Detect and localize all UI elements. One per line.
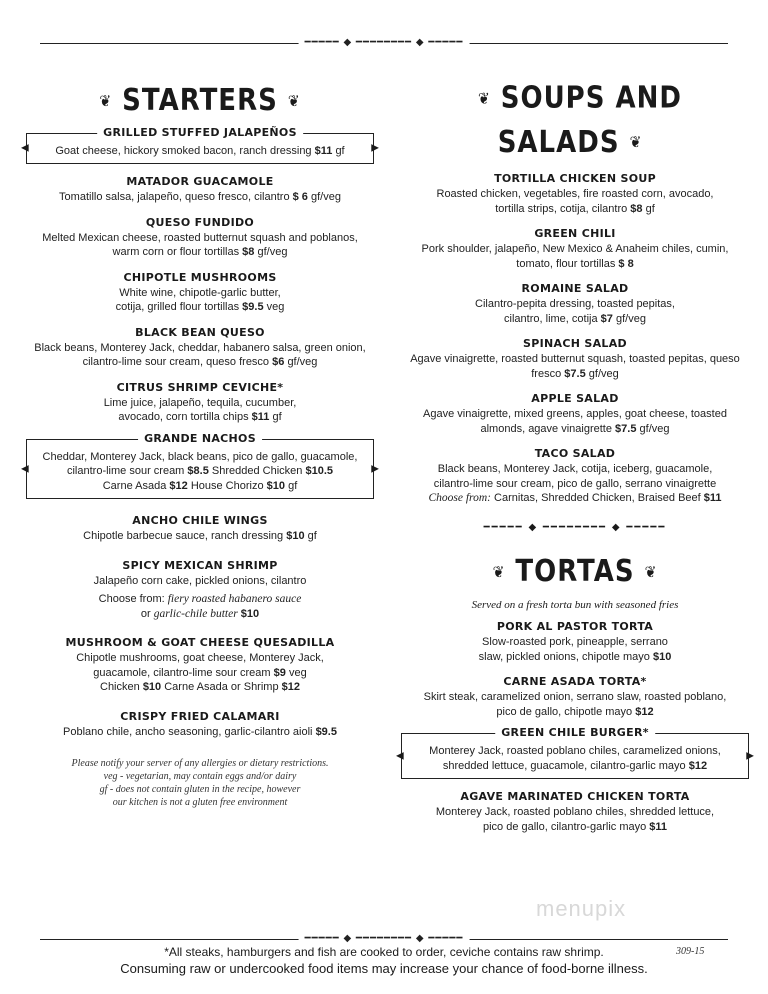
ornament-icon: ❦ (478, 89, 491, 108)
soups-column (395, 78, 755, 844)
corner-ornament-icon: ◀ (396, 750, 404, 762)
menu-item-boxed: ◀ ▶ GREEN CHILE BURGER* Monterey Jack, roasted poblano chiles, caramelized onions, shredded lettuce, guacamole, cilantro-garlic mayo $12 (401, 733, 749, 779)
menu-item: SPICY MEXICAN SHRIMP Jalapeño corn cake, pickled onions, cilantro Choose from: fiery roasted habanero sauce or garlic-chile butter $10 (20, 558, 380, 622)
footer (0, 944, 768, 977)
corner-ornament-icon: ◀ (21, 463, 29, 475)
corner-ornament-icon: ◀ (21, 142, 29, 154)
starters-column (20, 78, 380, 809)
corner-ornament-icon: ▶ (371, 142, 379, 154)
corner-ornament-icon: ▶ (371, 463, 379, 475)
item-name: TORTILLA CHICKEN SOUP (494, 172, 656, 185)
item-name: MUSHROOM & GOAT CHEESE QUESADILLA (65, 636, 335, 649)
item-name: SPICY MEXICAN SHRIMP (122, 558, 278, 572)
menu-item: CITRUS SHRIMP CEVICHE* Lime juice, jalapeño, tequila, cucumber, avocado, corn tortilla chips $11 gf (20, 380, 380, 425)
item-name: BLACK BEAN QUESO (135, 325, 265, 339)
footer-line-1: *All steaks, hamburgers and fish are cooked to order, ceviche contains raw shrimp. (164, 945, 604, 959)
menu-item: ANCHO CHILE WINGS Chipotle barbecue sauce, ranch dressing $10 gf (20, 513, 380, 544)
item-name: GRANDE NACHOS (138, 431, 262, 447)
menu-item: CHIPOTLE MUSHROOMS White wine, chipotle-garlic butter, cotija, grilled flour tortillas $9.5 veg (20, 270, 380, 315)
bottom-ornament: ━━━━━ ◆ ━━━━━━━━ ◆ ━━━━━ (299, 932, 470, 946)
item-name: GREEN CHILE BURGER* (495, 725, 655, 741)
item-name: CRISPY FRIED CALAMARI (120, 709, 280, 723)
menu-item: BLACK BEAN QUESO Black beans, Monterey Jack, cheddar, habanero salsa, green onion, cilantro-lime sour cream, queso fresco $6 gf/veg (20, 325, 380, 370)
ornament-icon: ❦ (287, 92, 301, 111)
menu-item: APPLE SALAD Agave vinaigrette, mixed greens, apples, goat cheese, toasted almonds, agave vinaigrette $7.5 gf/veg (395, 391, 755, 436)
bottom-rule (40, 933, 728, 944)
starters-title: ❦ STARTERS ❦ (99, 83, 301, 119)
menu-item: AGAVE MARINATED CHICKEN TORTA Monterey Jack, roasted poblano chiles, shredded lettuce, pico de gallo, cilantro-garlic mayo $11 (395, 789, 755, 834)
soups-title: ❦ SOUPS AND SALADS ❦ (478, 80, 682, 160)
menu-item: SPINACH SALAD Agave vinaigrette, roasted butternut squash, toasted pepitas, queso fresco $7.5 gf/veg (395, 336, 755, 381)
menu-code: 309-15 (676, 946, 705, 957)
menu-item: GREEN CHILI Pork shoulder, jalapeño, New Mexico & Anaheim chiles, cumin, tomato, flour tortillas $ 8 (395, 226, 755, 271)
menu-item: ROMAINE SALAD Cilantro-pepita dressing, toasted pepitas, cilantro, lime, cotija $7 gf/veg (395, 281, 755, 326)
item-name: TACO SALAD (534, 447, 616, 460)
item-name: CHIPOTLE MUSHROOMS (123, 270, 277, 284)
menu-item: PORK AL PASTOR TORTA Slow-roasted pork, pineapple, serrano slaw, pickled onions, chipotle mayo $10 (395, 619, 755, 664)
menu-item: TORTILLA CHICKEN SOUP Roasted chicken, vegetables, fire roasted corn, avocado, tortilla strips, cotija, cilantro $8 gf (395, 171, 755, 216)
item-name: ROMAINE SALAD (521, 282, 629, 295)
dietary-note: Please notify your server of any allergies or dietary restrictions. veg - vegetarian, may contain eggs and/or dairy gf - does not contain gluten in the recipe, however our kitchen is not a gluten free environment (71, 758, 329, 808)
top-ornament: ━━━━━ ◆ ━━━━━━━━ ◆ ━━━━━ (299, 36, 470, 50)
menu-item: TACO SALAD Black beans, Monterey Jack, cotija, iceberg, guacamole, cilantro-lime sour cream, pico de gallo, serrano vinaigrette Choose from: Carnitas, Shredded Chicken, Braised Beef $11 (395, 446, 755, 506)
item-name: GRILLED STUFFED JALAPEÑOS (97, 125, 303, 141)
menu-item-boxed: ◀ ▶ GRILLED STUFFED JALAPEÑOS Goat cheese, hickory smoked bacon, ranch dressing $11 gf (26, 133, 374, 165)
menu-item-boxed: ◀ ▶ GRANDE NACHOS Cheddar, Monterey Jack, black beans, pico de gallo, guacamole, cilantro-lime sour cream $8.5 Shredded Chicken $10.5 Carne Asada $12 House Chorizo $10 gf (26, 439, 374, 500)
menu-item: CRISPY FRIED CALAMARI Poblano chile, ancho seasoning, garlic-cilantro aioli $9.5 (20, 709, 380, 740)
ornament-icon: ❦ (99, 92, 113, 111)
item-name: SPINACH SALAD (523, 337, 627, 350)
menu-item: MATADOR GUACAMOLE Tomatillo salsa, jalapeño, queso fresco, cilantro $ 6 gf/veg (20, 174, 380, 205)
ornament-icon: ❦ (629, 133, 643, 153)
tortas-title: ❦ TORTAS ❦ (492, 554, 658, 589)
item-name: AGAVE MARINATED CHICKEN TORTA (460, 790, 690, 803)
menu-item: QUESO FUNDIDO Melted Mexican cheese, roasted butternut squash and poblanos, warm corn or flour tortillas $8 gf/veg (20, 215, 380, 260)
menu-item: MUSHROOM & GOAT CHEESE QUESADILLA Chipotle mushrooms, goat cheese, Monterey Jack, guacamole, cilantro-lime sour cream $9 veg Chicken $10 Carne Asada or Shrimp $12 (20, 635, 380, 695)
served-note: Served on a fresh torta bun with seasoned fries (471, 599, 679, 611)
footer-line-2: Consuming raw or undercooked food items may increase your chance of food-borne illness. (120, 961, 648, 976)
item-name: GREEN CHILI (534, 227, 616, 240)
item-name: CITRUS SHRIMP CEVICHE* (116, 380, 284, 394)
item-name: ANCHO CHILE WINGS (132, 514, 268, 527)
item-name: QUESO FUNDIDO (145, 215, 255, 229)
item-name: MATADOR GUACAMOLE (126, 175, 274, 188)
corner-ornament-icon: ▶ (746, 750, 754, 762)
item-name: PORK AL PASTOR TORTA (496, 620, 654, 633)
item-name: CARNE ASADA TORTA* (503, 675, 647, 688)
divider-ornament: ━━━━━ ◆ ━━━━━━━━ ◆ ━━━━━ (483, 521, 667, 533)
ornament-icon: ❦ (644, 562, 658, 582)
menu-item: CARNE ASADA TORTA* Skirt steak, caramelized onion, serrano slaw, roasted poblano, pico de gallo, chipotle mayo $12 (395, 674, 755, 719)
watermark: menupix (536, 896, 627, 921)
top-rule (40, 37, 728, 48)
ornament-icon: ❦ (492, 562, 506, 582)
item-name: APPLE SALAD (531, 392, 619, 405)
